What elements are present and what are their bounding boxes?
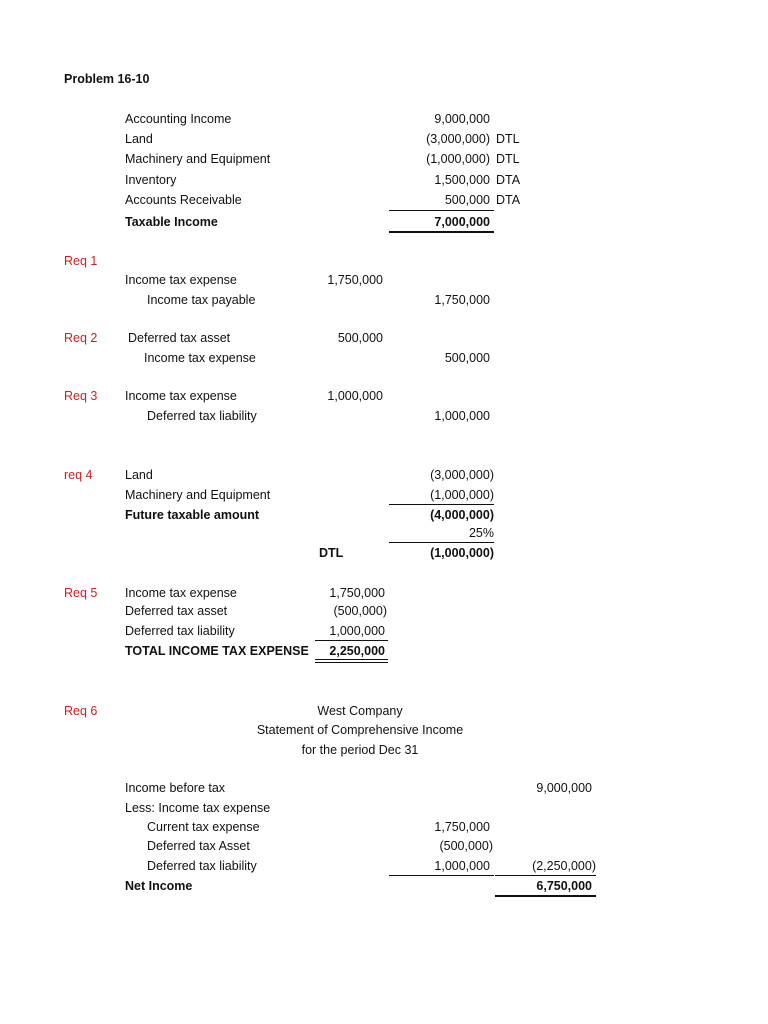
tax-item-amount: 1,000,000 (329, 624, 385, 638)
tax-component-label: Current tax expense (147, 820, 260, 834)
tax-component-amount: (500,000) (439, 839, 493, 853)
credit-account: Income tax expense (144, 351, 256, 365)
future-taxable-label: Future taxable amount (125, 508, 260, 522)
credit-account: Deferred tax liability (147, 409, 257, 423)
tax-component-amount: 1,000,000 (434, 859, 490, 873)
dtl-item-label: Land (125, 468, 153, 482)
net-income-amount: 6,750,000 (536, 879, 592, 893)
subtotal-rule (495, 875, 596, 876)
income-before-tax-amount: 9,000,000 (536, 781, 592, 795)
req-label: Req 2 (64, 331, 98, 345)
tax-component-amount: 1,750,000 (434, 820, 490, 834)
statement-period: for the period Dec 31 (301, 743, 419, 757)
subtotal-rule (389, 504, 494, 505)
recon-label: Machinery and Equipment (125, 152, 271, 166)
subtotal-rule (315, 640, 388, 641)
taxable-income-amount: 7,000,000 (434, 215, 490, 229)
debit-account: Deferred tax asset (128, 331, 231, 345)
recon-tag: DTL (496, 152, 520, 166)
company-name: West Company (317, 704, 403, 718)
debit-amount: 1,750,000 (327, 273, 383, 287)
total-tax-label: TOTAL INCOME TAX EXPENSE (125, 644, 309, 658)
taxable-income-label: Taxable Income (125, 215, 218, 229)
tax-item-label: Deferred tax liability (125, 624, 235, 638)
debit-account: Income tax expense (125, 389, 237, 403)
req-label: Req 5 (64, 586, 98, 600)
dtl-item-amount: (3,000,000) (430, 468, 494, 482)
tax-item-amount: (500,000) (333, 604, 387, 618)
income-before-tax-label: Income before tax (125, 781, 226, 795)
recon-label: Inventory (125, 173, 177, 187)
total-tax-amount: 2,250,000 (329, 644, 385, 658)
subtotal-rule (389, 210, 494, 211)
recon-amount: 9,000,000 (434, 112, 490, 126)
recon-amount: 1,500,000 (434, 173, 490, 187)
tax-item-label: Income tax expense (125, 586, 237, 600)
total-tax-expense: (2,250,000) (532, 859, 596, 873)
debit-account: Income tax expense (125, 273, 237, 287)
dtl-item-label: Machinery and Equipment (125, 488, 271, 502)
tax-component-label: Deferred tax Asset (147, 839, 250, 853)
page-title: Problem 16-10 (64, 72, 150, 86)
tax-item-label: Deferred tax asset (125, 604, 228, 618)
less-tax-label: Less: Income tax expense (125, 801, 271, 815)
subtotal-rule (389, 875, 494, 876)
credit-amount: 1,000,000 (434, 409, 490, 423)
total-double-rule (315, 659, 388, 663)
recon-label: Accounting Income (125, 112, 232, 126)
net-income-rule (495, 895, 596, 897)
recon-tag: DTA (496, 193, 521, 207)
total-rule (389, 231, 494, 233)
tax-rate: 25% (468, 526, 494, 540)
req-label: Req 6 (64, 704, 98, 718)
tax-item-amount: 1,750,000 (329, 586, 385, 600)
req-label: Req 1 (64, 254, 98, 268)
dtl-label: DTL (319, 546, 344, 560)
debit-amount: 500,000 (337, 331, 383, 345)
credit-amount: 500,000 (444, 351, 490, 365)
req-label: Req 3 (64, 389, 98, 403)
future-taxable-amount: (4,000,000) (430, 508, 494, 522)
subtotal-rule (389, 542, 494, 543)
req-label: req 4 (64, 468, 93, 482)
recon-tag: DTL (496, 132, 520, 146)
recon-label: Accounts Receivable (125, 193, 242, 207)
dtl-amount: (1,000,000) (430, 546, 494, 560)
recon-amount: 500,000 (444, 193, 490, 207)
credit-amount: 1,750,000 (434, 293, 490, 307)
credit-account: Income tax payable (147, 293, 256, 307)
tax-component-label: Deferred tax liability (147, 859, 257, 873)
dtl-item-amount: (1,000,000) (430, 488, 494, 502)
statement-title: Statement of Comprehensive Income (256, 723, 464, 737)
net-income-label: Net Income (125, 879, 193, 893)
recon-amount: (3,000,000) (426, 132, 490, 146)
debit-amount: 1,000,000 (327, 389, 383, 403)
recon-label: Land (125, 132, 153, 146)
recon-tag: DTA (496, 173, 521, 187)
recon-amount: (1,000,000) (426, 152, 490, 166)
